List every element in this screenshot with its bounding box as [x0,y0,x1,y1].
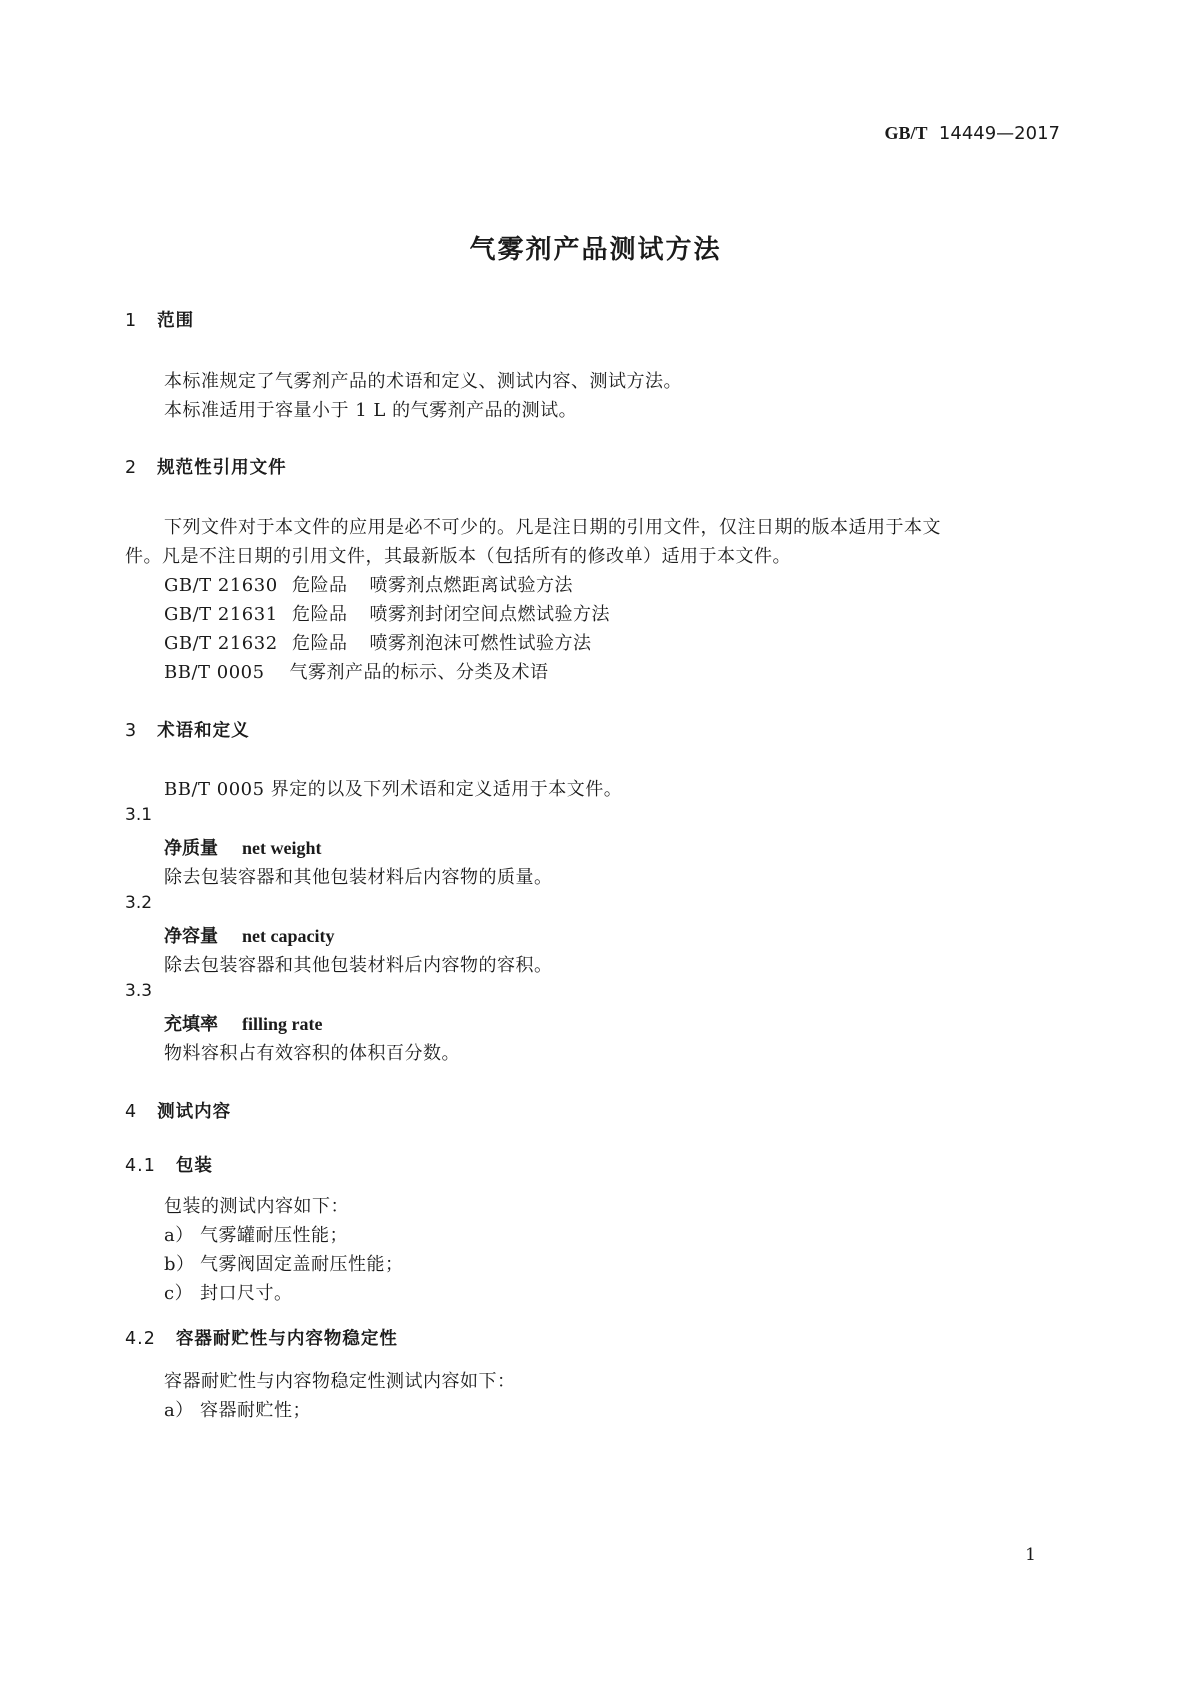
reference-category: 危险品 [292,633,348,654]
reference-category: 危险品 [292,604,348,625]
subsection-4-1-heading [125,1152,213,1177]
list-label: b） [164,1254,195,1275]
list-text: 容器耐贮性； [200,1400,311,1421]
term-heading [164,922,334,948]
subsection-title: 容器耐贮性与内容物稳定性 [175,1329,398,1349]
document-title: 气雾剂产品测试方法 [469,235,722,265]
subsection-number: 4.1 [125,1156,156,1176]
standard-number [884,123,1060,144]
reference-code: GB/T 21631 [164,604,278,625]
term-definition: 物料容积占有效容积的体积百分数。 [164,1043,460,1064]
section-number: 1 [125,311,138,331]
reference-code: GB/T 21630 [164,575,278,596]
term-heading [164,834,322,860]
term-english: net capacity [242,926,335,946]
reference-item [164,571,573,597]
reference-category: 危险品 [292,575,348,596]
list-item [164,1221,348,1247]
paragraph: 本标准适用于容量小于 1 L 的气雾剂产品的测试。 [164,400,578,421]
list-label: a） [164,1225,194,1246]
section-title: 测试内容 [157,1102,232,1122]
reference-item [164,600,610,626]
paragraph: 本标准规定了气雾剂产品的术语和定义、测试内容、测试方法。 [164,371,682,392]
section-2-heading [125,454,287,479]
subsection-number: 4.2 [125,1329,156,1349]
section-1-heading [125,307,194,332]
paragraph: 容器耐贮性与内容物稳定性测试内容如下： [164,1371,516,1392]
term-english: filling rate [242,1014,323,1034]
section-number: 2 [125,458,138,478]
reference-name: 喷雾剂泡沫可燃性试验方法 [369,633,592,654]
reference-name: 喷雾剂封闭空间点燃试验方法 [369,604,610,625]
term-english: net weight [242,838,322,858]
section-title: 范围 [157,311,195,331]
standard-prefix: GB/T [884,123,928,143]
page-number: 1 [1025,1545,1036,1565]
section-3-heading [125,717,250,742]
term-definition: 除去包装容器和其他包装材料后内容物的容积。 [164,955,553,976]
reference-code: GB/T 21632 [164,633,278,654]
list-item [164,1250,404,1276]
clause-number: 3.2 [125,893,153,913]
subsection-4-2-heading [125,1325,398,1350]
paragraph: 下列文件对于本文件的应用是必不可少的。凡是注日期的引用文件，仅注日期的版本适用于本文 [164,517,941,538]
section-number: 3 [125,721,138,741]
clause-number: 3.3 [125,981,153,1001]
section-title: 术语和定义 [157,721,250,741]
paragraph: BB/T 0005 界定的以及下列术语和定义适用于本文件。 [164,779,623,800]
term-heading [164,1010,322,1036]
section-title: 规范性引用文件 [157,458,287,478]
subsection-title: 包装 [175,1156,213,1176]
paragraph: 包装的测试内容如下： [164,1196,349,1217]
list-text: 气雾罐耐压性能； [200,1225,348,1246]
list-text: 封口尺寸。 [200,1283,293,1304]
standard-code: 14449—2017 [938,123,1060,144]
list-item [164,1279,293,1305]
section-number: 4 [125,1102,138,1122]
reference-name: 气雾剂产品的标示、分类及术语 [289,662,549,683]
list-item [164,1396,311,1422]
list-text: 气雾阀固定盖耐压性能； [200,1254,404,1275]
list-label: c） [164,1283,194,1304]
term-definition: 除去包装容器和其他包装材料后内容物的质量。 [164,867,553,888]
term-chinese: 充填率 [164,1014,218,1035]
reference-code: BB/T 0005 [164,662,265,683]
clause-number: 3.1 [125,805,153,825]
list-label: a） [164,1400,194,1421]
term-chinese: 净质量 [164,838,218,859]
paragraph: 件。凡是不注日期的引用文件，其最新版本（包括所有的修改单）适用于本文件。 [125,546,791,567]
reference-name: 喷雾剂点燃距离试验方法 [369,575,573,596]
term-chinese: 净容量 [164,926,218,947]
section-4-heading [125,1098,231,1123]
reference-item [164,629,592,655]
reference-item [164,658,548,684]
